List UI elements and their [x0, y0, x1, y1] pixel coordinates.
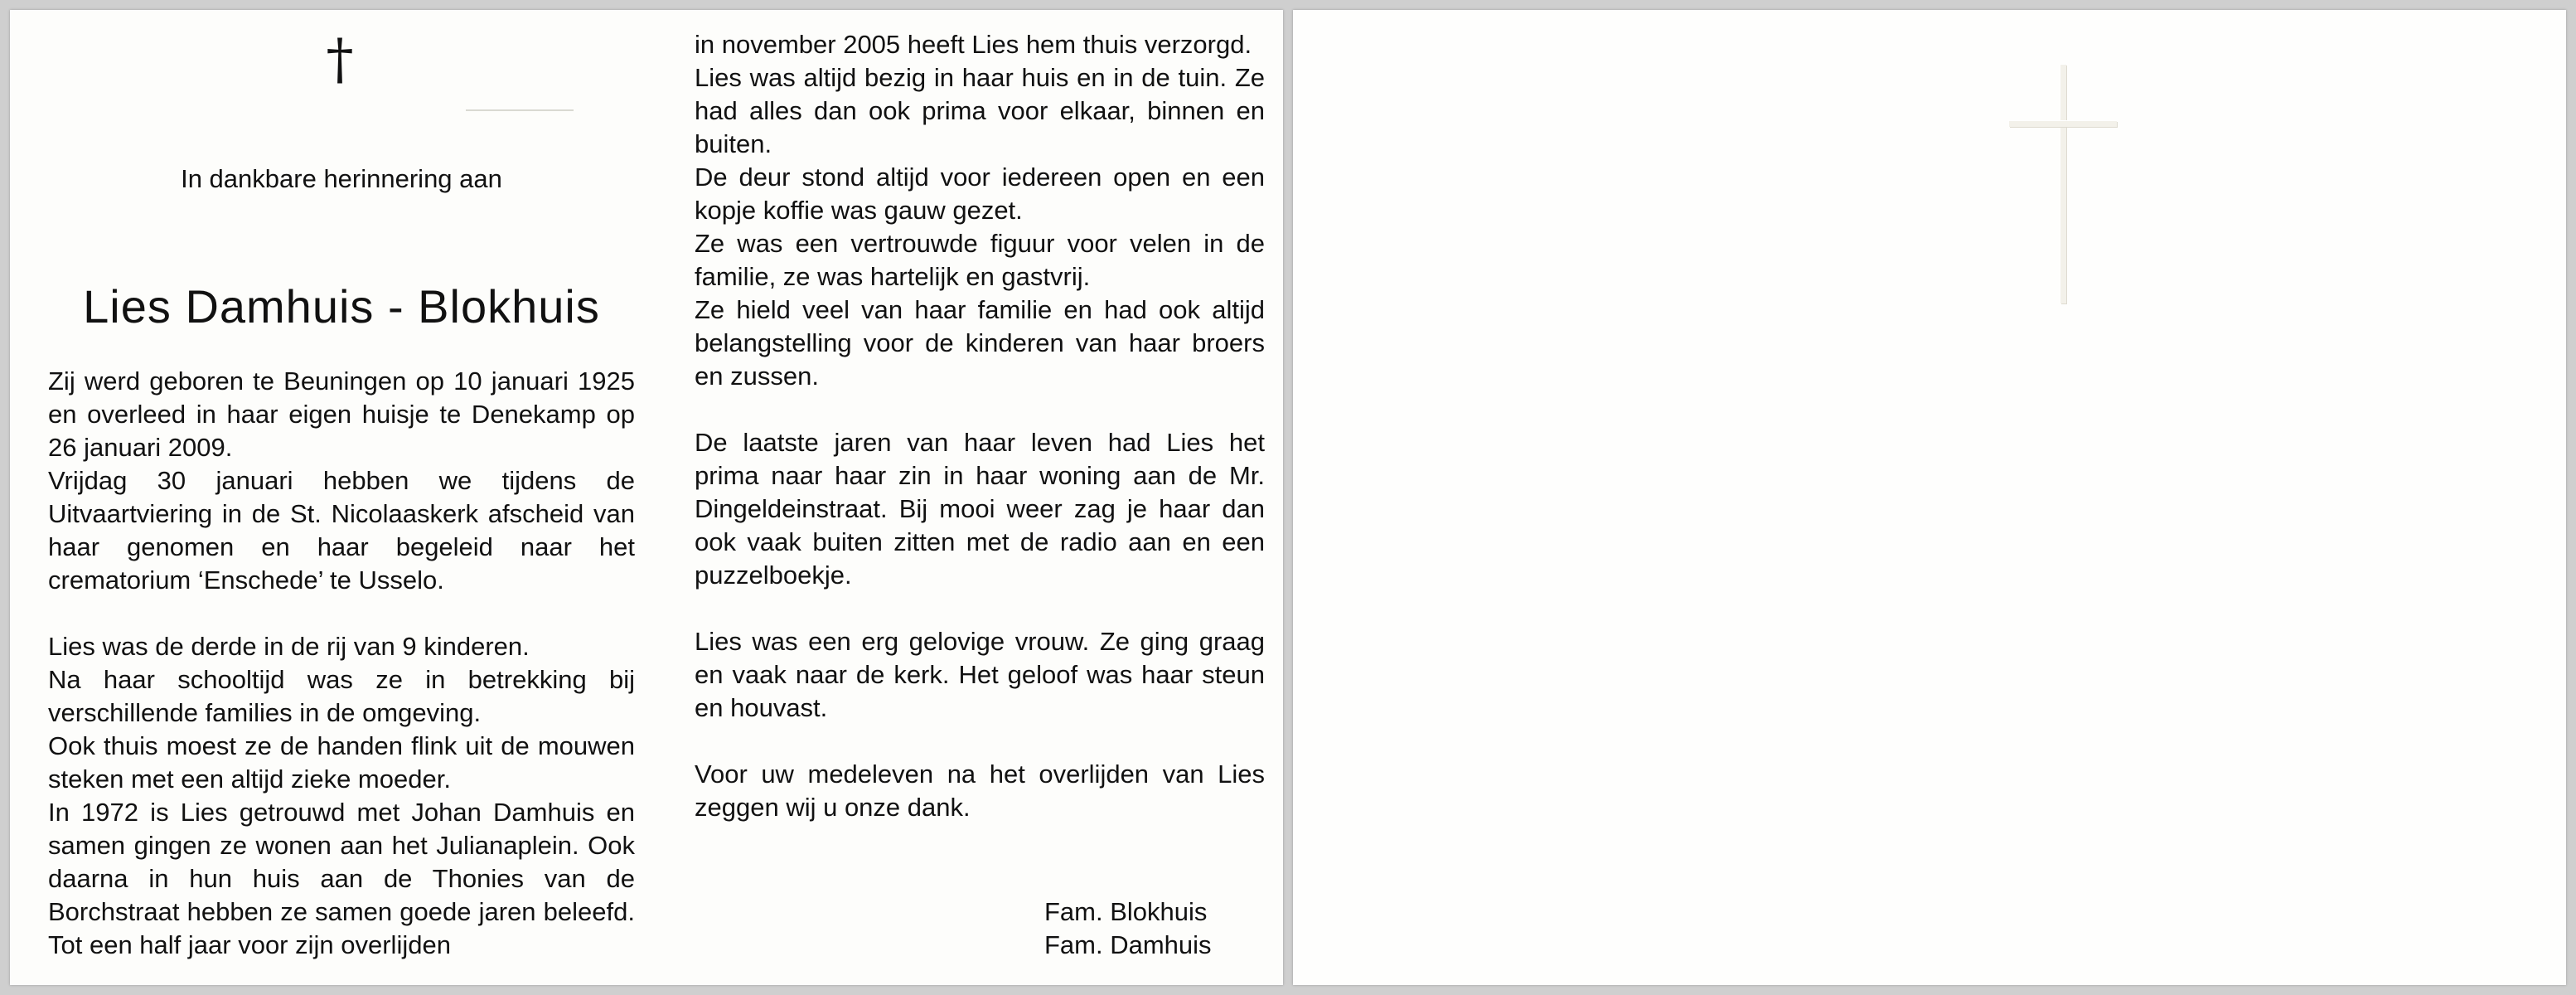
embossed-cross-icon: [2009, 65, 2117, 305]
signoff: [1044, 896, 1212, 962]
card-inside-panel: [10, 10, 1283, 985]
paragraph: in november 2005 heeft Lies hem thuis verzorgd.: [695, 30, 1252, 59]
paragraph: Voor uw medeleven na het overlijden van Lies zeggen wij u onze dank.: [695, 760, 1265, 822]
cross-vertical-beam: [2060, 65, 2066, 303]
deceased-name: Lies Damhuis - Blokhuis: [83, 280, 600, 332]
cross-icon: †: [326, 27, 354, 91]
signoff-line: Fam. Blokhuis: [1044, 897, 1208, 926]
paragraph-gap: [695, 393, 1265, 426]
paragraph: In 1972 is Lies getrouwd met Johan Damhuis en samen gingen ze wonen aan het Julianaplein. Ook daarna in hun huis aan de Thonies van de Borchstraat hebben ze samen goede jaren beleefd. Tot een half jaar voor zijn overlijden: [48, 798, 635, 959]
paragraph: Ook thuis moest ze de handen flink uit de mouwen steken met een altijd zieke moeder.: [48, 731, 635, 794]
paragraph: Vrijdag 30 januari hebben we tijdens de Uitvaartviering in de St. Nicolaaskerk afscheid van haar genomen en haar begeleid naar het crematorium ‘Enschede’ te Usselo.: [48, 466, 635, 595]
paragraph: Lies was altijd bezig in haar huis en in de tuin. Ze had alles dan ook prima voor elkaar, binnen en buiten.: [695, 63, 1265, 158]
decorative-line: [466, 109, 574, 111]
paragraph: Lies was de derde in de rij van 9 kinderen.: [48, 632, 530, 661]
text-column-right: [695, 28, 1265, 824]
paragraph: Zij werd geboren te Beuningen op 10 januari 1925 en overleed in haar eigen huisje te Denekamp op 26 januari 2009.: [48, 366, 635, 462]
paragraph: Lies was een erg gelovige vrouw. Ze ging graag en vaak naar de kerk. Het geloof was haar steun en houvast.: [695, 627, 1265, 722]
signoff-line: Fam. Damhuis: [1044, 930, 1212, 959]
paragraph: Ze was een vertrouwde figuur voor velen in de familie, ze was hartelijk en gastvrij.: [695, 229, 1265, 291]
paragraph: De deur stond altijd voor iedereen open en een kopje koffie was gauw gezet.: [695, 163, 1265, 225]
card-cover-panel: [1293, 10, 2566, 985]
paragraph: De laatste jaren van haar leven had Lies het prima naar haar zin in haar woning aan de Mr. Dingeldeinstraat. Bij mooi weer zag je haar dan ook vaak buiten zitten met de radio aan en een puzzelboekje.: [695, 428, 1265, 590]
paragraph-gap: [48, 597, 635, 630]
paragraph: Na haar schooltijd was ze in betrekking bij verschillende families in de omgeving.: [48, 665, 635, 727]
paragraph-gap: [695, 725, 1265, 758]
cross-horizontal-beam: [2009, 121, 2117, 127]
paragraph: Ze hield veel van haar familie en had ook altijd belangstelling voor de kinderen van haar broers en zussen.: [695, 295, 1265, 391]
subtitle: In dankbare herinnering aan: [181, 164, 502, 193]
paragraph-gap: [695, 592, 1265, 625]
text-column-left: [48, 365, 635, 962]
